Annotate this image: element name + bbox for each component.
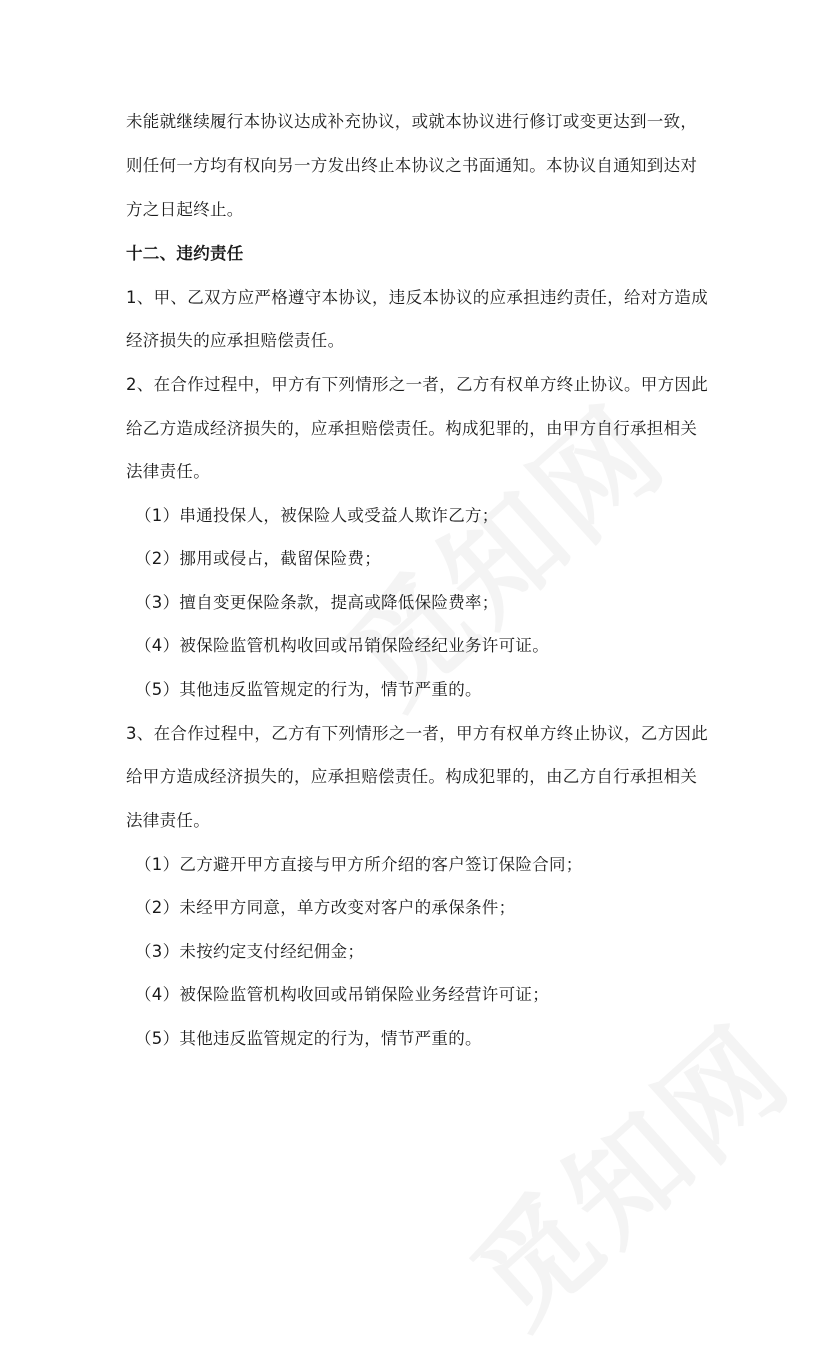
list-item: （4）被保险监管机构收回或吊销保险经纪业务许可证。	[135, 636, 549, 655]
watermark	[430, 981, 820, 1356]
list-item: （3）未按约定支付经纪佣金；	[135, 942, 365, 961]
paragraph-line: 给乙方造成经济损失的，应承担赔偿责任。构成犯罪的，由甲方自行承担相关	[126, 419, 698, 438]
paragraph-line: 则任何一方均有权向另一方发出终止本协议之书面通知。本协议自通知到达对	[126, 156, 698, 175]
section-heading: 十二、违约责任	[126, 244, 244, 263]
list-item: （2）未经甲方同意，单方改变对客户的承保条件；	[135, 898, 516, 917]
paragraph-line: 3、在合作过程中，乙方有下列情形之一者，甲方有权单方终止协议，乙方因此	[126, 724, 708, 743]
paragraph-line: 经济损失的应承担赔偿责任。	[126, 331, 345, 350]
list-item: （3）擅自变更保险条款，提高或降低保险费率；	[135, 593, 499, 612]
paragraph-line: 方之日起终止。	[126, 200, 244, 219]
paragraph-line: 法律责任。	[126, 811, 210, 830]
paragraph-line: 法律责任。	[126, 462, 210, 481]
list-item: （2）挪用或侵占，截留保险费；	[135, 549, 381, 568]
paragraph-line: 2、在合作过程中，甲方有下列情形之一者，乙方有权单方终止协议。甲方因此	[126, 375, 708, 394]
list-item: （5）其他违反监管规定的行为，情节严重的。	[135, 680, 482, 699]
list-item: （1）串通投保人，被保险人或受益人欺诈乙方；	[135, 506, 499, 525]
paragraph-line: 1、甲、乙双方应严格遵守本协议，违反本协议的应承担违约责任，给对方造成	[126, 288, 708, 307]
list-item: （4）被保险监管机构收回或吊销保险业务经营许可证；	[135, 985, 549, 1004]
list-item: （5）其他违反监管规定的行为，情节严重的。	[135, 1029, 482, 1048]
paragraph-line: 未能就继续履行本协议达成补充协议，或就本协议进行修订或变更达到一致，	[126, 112, 698, 131]
paragraph-line: 给甲方造成经济损失的，应承担赔偿责任。构成犯罪的，由乙方自行承担相关	[126, 767, 698, 786]
list-item: （1）乙方避开甲方直接与甲方所介绍的客户签订保险合同；	[135, 855, 583, 874]
